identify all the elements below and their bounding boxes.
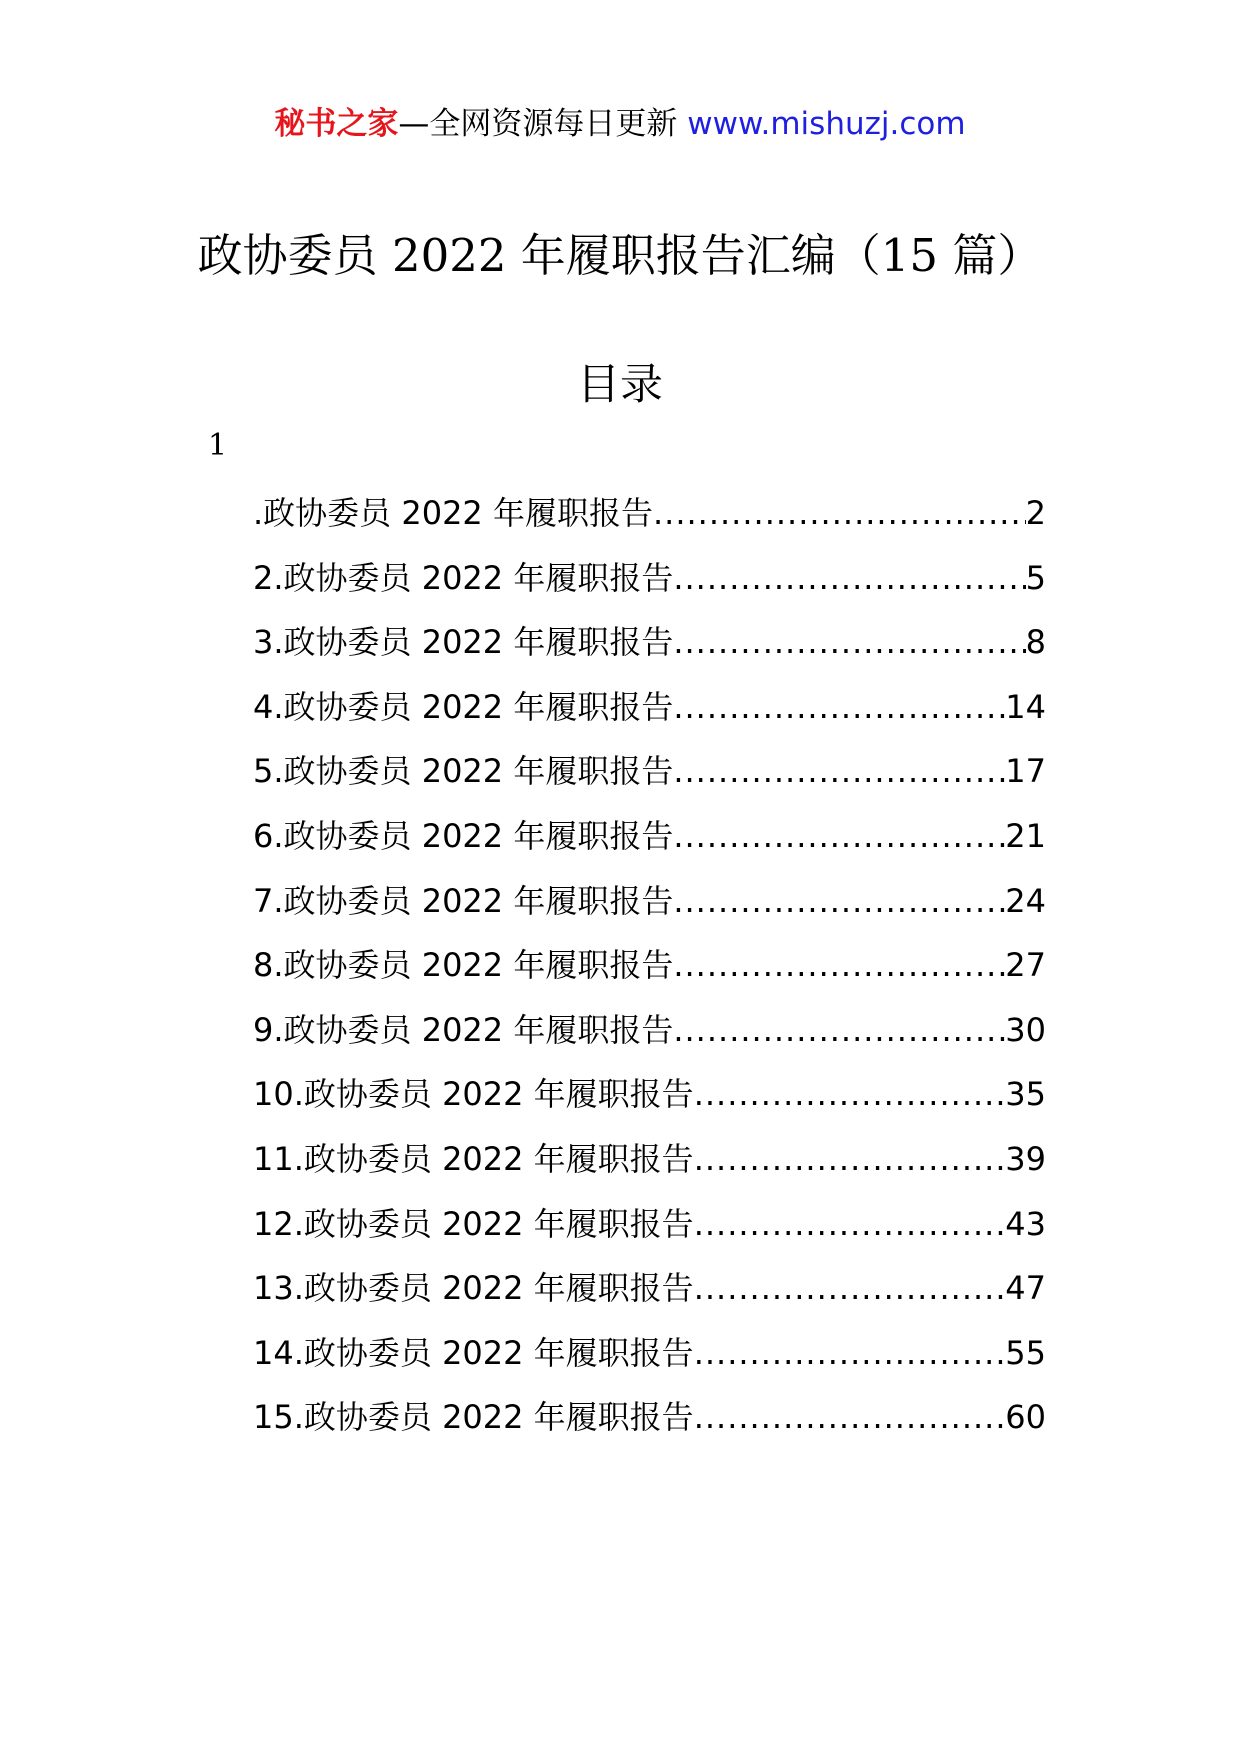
toc-entry[interactable] xyxy=(253,751,1046,816)
toc-entry[interactable] xyxy=(253,493,1046,558)
toc-entry-page: 47 xyxy=(1005,1269,1046,1308)
toc-dot-leader xyxy=(673,558,1025,598)
site-url-link[interactable]: www.mishuzj.com xyxy=(687,106,966,142)
toc-entry-title: 3.政协委员 2022 年履职报告 xyxy=(253,623,674,662)
toc-entry[interactable] xyxy=(253,1010,1046,1075)
toc-entry-page: 39 xyxy=(1005,1139,1046,1178)
site-header xyxy=(0,104,1240,144)
toc-dot-leader xyxy=(673,1010,1005,1050)
toc-dot-leader xyxy=(694,1397,1006,1437)
toc-entry-title: 13.政协委员 2022 年履职报告 xyxy=(253,1269,694,1308)
toc-entry-title: 11.政协委员 2022 年履职报告 xyxy=(253,1139,694,1178)
toc-entry[interactable] xyxy=(253,1333,1046,1398)
toc-entry-title: 12.政协委员 2022 年履职报告 xyxy=(253,1204,694,1243)
toc-entry-title: 8.政协委员 2022 年履职报告 xyxy=(253,946,674,985)
toc-dot-leader xyxy=(694,1139,1006,1179)
toc-stray-number: 1 xyxy=(208,428,228,463)
header-tagline: —全网资源每日更新 xyxy=(398,106,688,142)
toc-entry[interactable] xyxy=(253,1139,1046,1204)
toc-entry-title: 2.政协委员 2022 年履职报告 xyxy=(253,558,674,597)
toc-dot-leader xyxy=(694,1074,1006,1114)
brand-name: 秘书之家 xyxy=(274,106,399,142)
toc-entry-title: 4.政协委员 2022 年履职报告 xyxy=(253,687,674,726)
toc-entry[interactable] xyxy=(253,687,1046,752)
toc-entry[interactable] xyxy=(253,1268,1046,1333)
toc-dot-leader xyxy=(673,622,1025,662)
toc-dot-leader xyxy=(673,751,1005,791)
toc-entry-page: 17 xyxy=(1005,752,1046,791)
toc-entry-page: 24 xyxy=(1005,881,1046,920)
toc-dot-leader xyxy=(694,1204,1006,1244)
toc-dot-leader xyxy=(653,493,1026,533)
toc-entry-page: 8 xyxy=(1025,623,1046,662)
toc-entry-title: 5.政协委员 2022 年履职报告 xyxy=(253,752,674,791)
document-title: 政协委员 2022 年履职报告汇编（15 篇） xyxy=(197,229,1043,282)
toc-entry-page: 5 xyxy=(1025,558,1046,597)
toc-dot-leader xyxy=(694,1333,1006,1373)
toc-entry[interactable] xyxy=(253,881,1046,946)
toc-entry[interactable] xyxy=(253,1204,1046,1269)
toc-entry[interactable] xyxy=(253,1074,1046,1139)
toc-heading: 目录 xyxy=(577,360,663,410)
toc-entry-page: 43 xyxy=(1005,1204,1046,1243)
toc-entry-page: 35 xyxy=(1005,1075,1046,1114)
toc-entry-page: 27 xyxy=(1005,946,1046,985)
toc-entry-title: .政协委员 2022 年履职报告 xyxy=(253,494,653,532)
toc-entry[interactable] xyxy=(253,622,1046,687)
toc-entry-title: 10.政协委员 2022 年履职报告 xyxy=(253,1075,694,1114)
toc-entry-page: 21 xyxy=(1005,816,1046,855)
toc-entry-page: 60 xyxy=(1005,1398,1046,1437)
toc-entry-page: 55 xyxy=(1005,1333,1046,1372)
toc-entry-page: 2 xyxy=(1025,494,1046,532)
toc-entry-page: 30 xyxy=(1005,1010,1046,1049)
toc-dot-leader xyxy=(673,945,1005,985)
toc-list xyxy=(253,493,1046,1462)
toc-entry-page: 14 xyxy=(1005,687,1046,726)
toc-dot-leader xyxy=(673,687,1005,727)
toc-dot-leader xyxy=(673,816,1005,856)
toc-entry[interactable] xyxy=(253,945,1046,1010)
toc-dot-leader xyxy=(694,1268,1006,1308)
toc-entry-title: 14.政协委员 2022 年履职报告 xyxy=(253,1333,694,1372)
toc-entry[interactable] xyxy=(253,558,1046,623)
toc-entry-title: 15.政协委员 2022 年履职报告 xyxy=(253,1398,694,1437)
toc-entry[interactable] xyxy=(253,816,1046,881)
toc-entry[interactable] xyxy=(253,1397,1046,1462)
toc-dot-leader xyxy=(673,881,1005,921)
toc-entry-title: 9.政协委员 2022 年履职报告 xyxy=(253,1010,674,1049)
toc-entry-title: 7.政协委员 2022 年履职报告 xyxy=(253,881,674,920)
toc-entry-title: 6.政协委员 2022 年履职报告 xyxy=(253,816,674,855)
